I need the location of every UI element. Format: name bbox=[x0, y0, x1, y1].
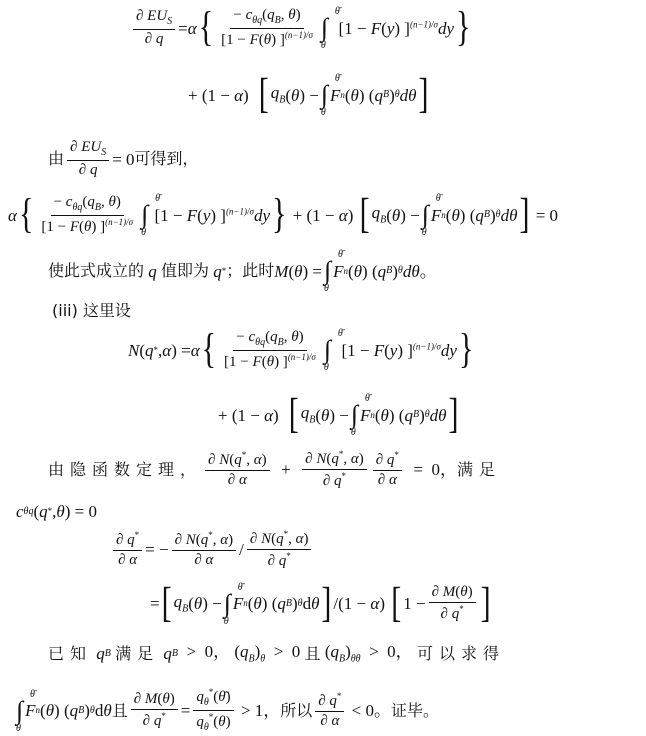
shi-ci-prefix: 使此式成立的 bbox=[48, 261, 145, 280]
equation-4-cont: = [ $q_B$ ( θ ) − ∫ θ̄ θ F n ( θ ) ( q B ) θ d θ ] /(1 − α) [ 1 − $\frac{\partial M(\theta)}{\partial q^*}$ ] bbox=[150, 579, 491, 627]
ke-yi: 可以求得 bbox=[416, 643, 505, 663]
equation-2: α { $\frac{- c_{\theta q}(q_B, \theta)}{[1 - F(\theta) ]^{(n-1)/\sigma}}$ ∫ θ̄ θ [1 − F(y) ]$^{(n-1)/\sigma}$dy } + (1 − α) [ $q_B$ ( θ ) − ∫ θ̄ θ F n ( θ ) ( q B ) θ dθ ] = 0 bbox=[8, 191, 559, 238]
man-zu2: 满足 bbox=[115, 643, 160, 663]
line-iii bbox=[52, 303, 131, 319]
yi-zhi: 已知 bbox=[48, 643, 93, 663]
shi-ci-mid: 值即为 bbox=[161, 261, 210, 280]
iii-label: (iii) 这里设 bbox=[52, 301, 131, 320]
equation-4: $\frac{\partial q^*}{\partial \alpha}$ = − $\frac{\partial N(q^*, \alpha)}{\partial \alpha}$ / $\frac{\partial N(q^*, \alpha)}{\partial q^*}$ bbox=[110, 530, 314, 569]
you-de-suffix: 可得到， bbox=[134, 149, 199, 168]
you-de-prefix: 由 bbox=[48, 149, 65, 168]
line-yi-zhi: 已知 q B 满足 q B > 0， $(q_B)_\theta > 0$ 且 $(q_B)_{\theta\theta} > 0$， 可以求得 bbox=[48, 642, 505, 665]
qie-2: 且 bbox=[111, 700, 128, 720]
equation-3: N ( q * , α ) = α { $\frac{- c_{\theta q}(q_B, \theta)}{[1 - F(\theta) ]^{(n-1)/\sigma}}$ ∫ θ̄ θ [1 − F(y) ]$^{(n-1)/\sigma}$dy } bbox=[128, 326, 474, 373]
line-shi-ci: 使此式成立的 q 值即为 q * ；此时 M ( θ ) = ∫ θ̄ θ F n ( θ ) ( q B ) θ dθ 。 bbox=[48, 249, 437, 294]
line-final: ∫ θ̄ θ F n ( θ ) ( q B ) θ d θ 且 $\frac{\partial M(\theta)}{\partial q^*}$ = $\frac{q_\theta^*(\thetā)}{q_\theta^*(\theta)}$ > 1， 所以 $\frac{\partial q^*}{\partial \alpha}$ < 0。 证毕。 bbox=[16, 687, 440, 734]
shi-ci-after: ；此时 bbox=[226, 261, 275, 280]
yin-han-prefix: 由隐函数定理， bbox=[48, 459, 203, 479]
equation-1: $\frac{\partial EU_S}{\partial q}$ = α { $\frac{- c_{\theta q}(q_B, \theta)}{[1 - F(\theta) ]^{(n-1)/\sigma}}$ ∫ θ̄ θ [1 − F(y) ]$^{(n-1)/\sigma}$dy } bbox=[130, 8, 472, 48]
zheng-bi: 证毕。 bbox=[391, 700, 440, 720]
equation-1-cont: + (1 − α) [ $q_B$ ( θ ) − ∫ θ̄ θ F n ( θ ) ( q B ) θ dθ ] bbox=[188, 71, 429, 118]
man-zu: 满足 bbox=[457, 459, 502, 479]
line-you-de: 由 $\frac{\partial EU_S}{\partial q}$ = 0 可得到， bbox=[48, 139, 199, 178]
line-yin-han: 由隐函数定理， $\frac{\partial N(q^*, \alpha)}{\partial \alpha}$ + $\frac{\partial N(q^*, \alpha)}{\partial q^*}$ $\frac{\partial q^*}{\partial \alpha}$ = 0， 满足 bbox=[48, 449, 502, 489]
line-c-theta: c θq ( q * , θ ) = 0 bbox=[16, 502, 97, 521]
qie-1: 且 bbox=[304, 643, 321, 663]
suo-yi: 所以 bbox=[280, 700, 313, 720]
equation-3-cont: + (1 − α) [ $q_B$ ( θ ) − ∫ θ̄ θ F n ( θ ) ( q B ) θ dθ ] bbox=[218, 391, 459, 438]
